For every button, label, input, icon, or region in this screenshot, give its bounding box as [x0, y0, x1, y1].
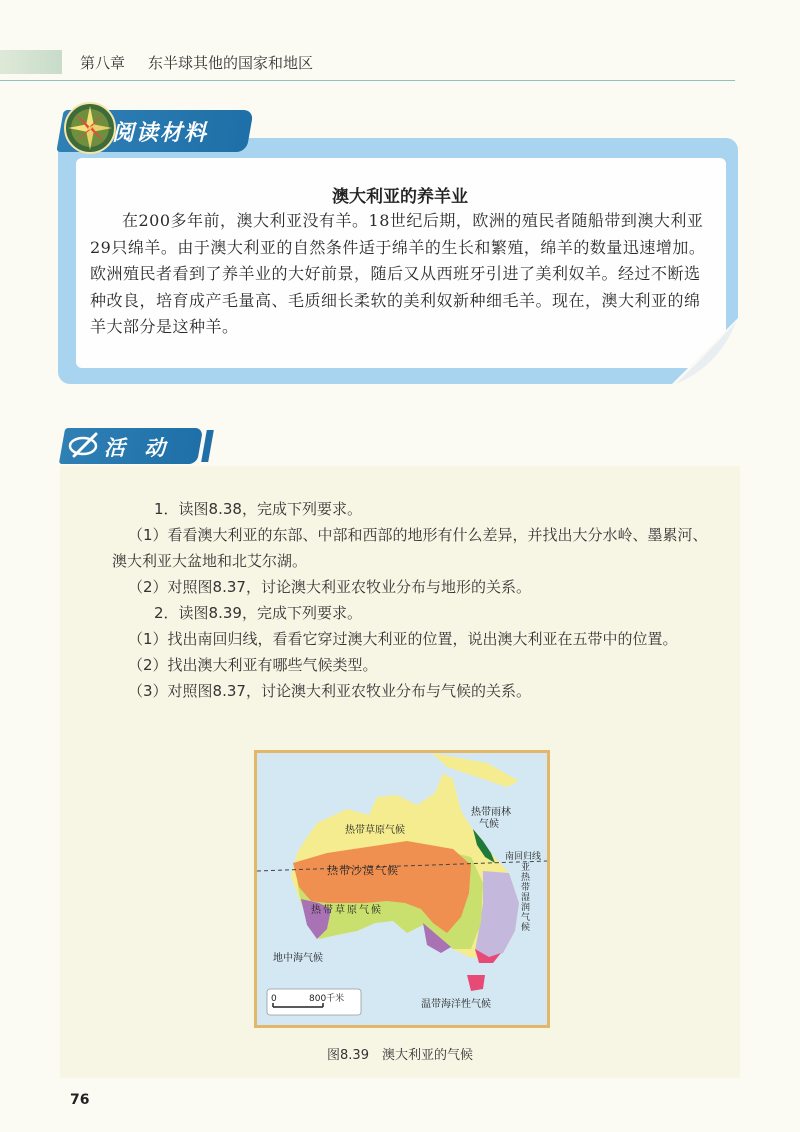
label-mediterranean: 地中海气候 [273, 953, 323, 964]
figure-caption: 图8.39 澳大利亚的气候 [327, 1048, 473, 1063]
activity-item: （2）找出澳大利亚有哪些气候类型。 [128, 656, 378, 674]
label-tropic: 南回归线 [505, 852, 542, 862]
activity-item: （3）对照图8.37，讨论澳大利亚农牧业分布与气候的关系。 [128, 682, 531, 700]
label-oceanic: 温带海洋性气候 [421, 999, 491, 1010]
label-steppe: 热带草原气候 [311, 905, 383, 916]
activity-item: 2．读图8.39，完成下列要求。 [154, 604, 362, 622]
activity-item: （2）对照图8.37，讨论澳大利亚农牧业分布与地形的关系。 [128, 578, 531, 596]
activity-list [112, 496, 710, 704]
chapter-number: 第八章 [80, 54, 126, 72]
activity-item: （1）找出南回归线，看看它穿过澳大利亚的位置，说出澳大利亚在五带中的位置。 [128, 630, 678, 648]
article-body: 在200多年前，澳大利亚没有羊。18世纪后期，欧洲的殖民者随船带到澳大利亚29只绵羊。由于澳大利亚的自然条件适于绵羊的生长和繁殖，绵羊的数量迅速增加。欧洲殖民者看到了养羊业的大好前景，随后又从西班牙引进了美利奴羊。经过不断选种改良，培育成产毛量高、毛质细长柔软的美利奴新种细毛羊。现在，澳大利亚的绵羊大部分是这种羊。 [90, 211, 706, 336]
label-savanna: 热带草原气候 [345, 825, 405, 836]
label-rainforest-2: 气候 [479, 819, 499, 830]
label-scale-max: 800千米 [309, 994, 345, 1004]
activity-banner-title: 活 动 [104, 436, 172, 460]
label-subtropical: 亚热带湿润气候 [521, 863, 531, 933]
climate-map [254, 750, 550, 1028]
label-rainforest: 热带雨林 [471, 807, 511, 818]
pencil-icon [68, 430, 102, 460]
page-header [0, 40, 735, 81]
activity-banner-tab [201, 430, 214, 462]
label-scale-zero: 0 [271, 994, 277, 1004]
compass-icon [62, 100, 118, 156]
australia-map [257, 753, 547, 1025]
activity-item: （1）看看澳大利亚的东部、中部和西部的地形有什么差异，并找出大分水岭、墨累河、澳大利亚大盆地和北艾尔湖。 [112, 526, 708, 570]
article-title: 澳大利亚的养羊业 [332, 187, 468, 207]
header-accent-bar [0, 50, 62, 74]
label-desert: 热带沙漠气候 [327, 864, 399, 877]
activity-item: 1．读图8.38，完成下列要求。 [154, 500, 362, 518]
reading-banner-title: 阅读材料 [112, 121, 209, 146]
chapter-title: 东半球其他的国家和地区 [148, 54, 314, 72]
page-number: 76 [70, 1092, 90, 1108]
